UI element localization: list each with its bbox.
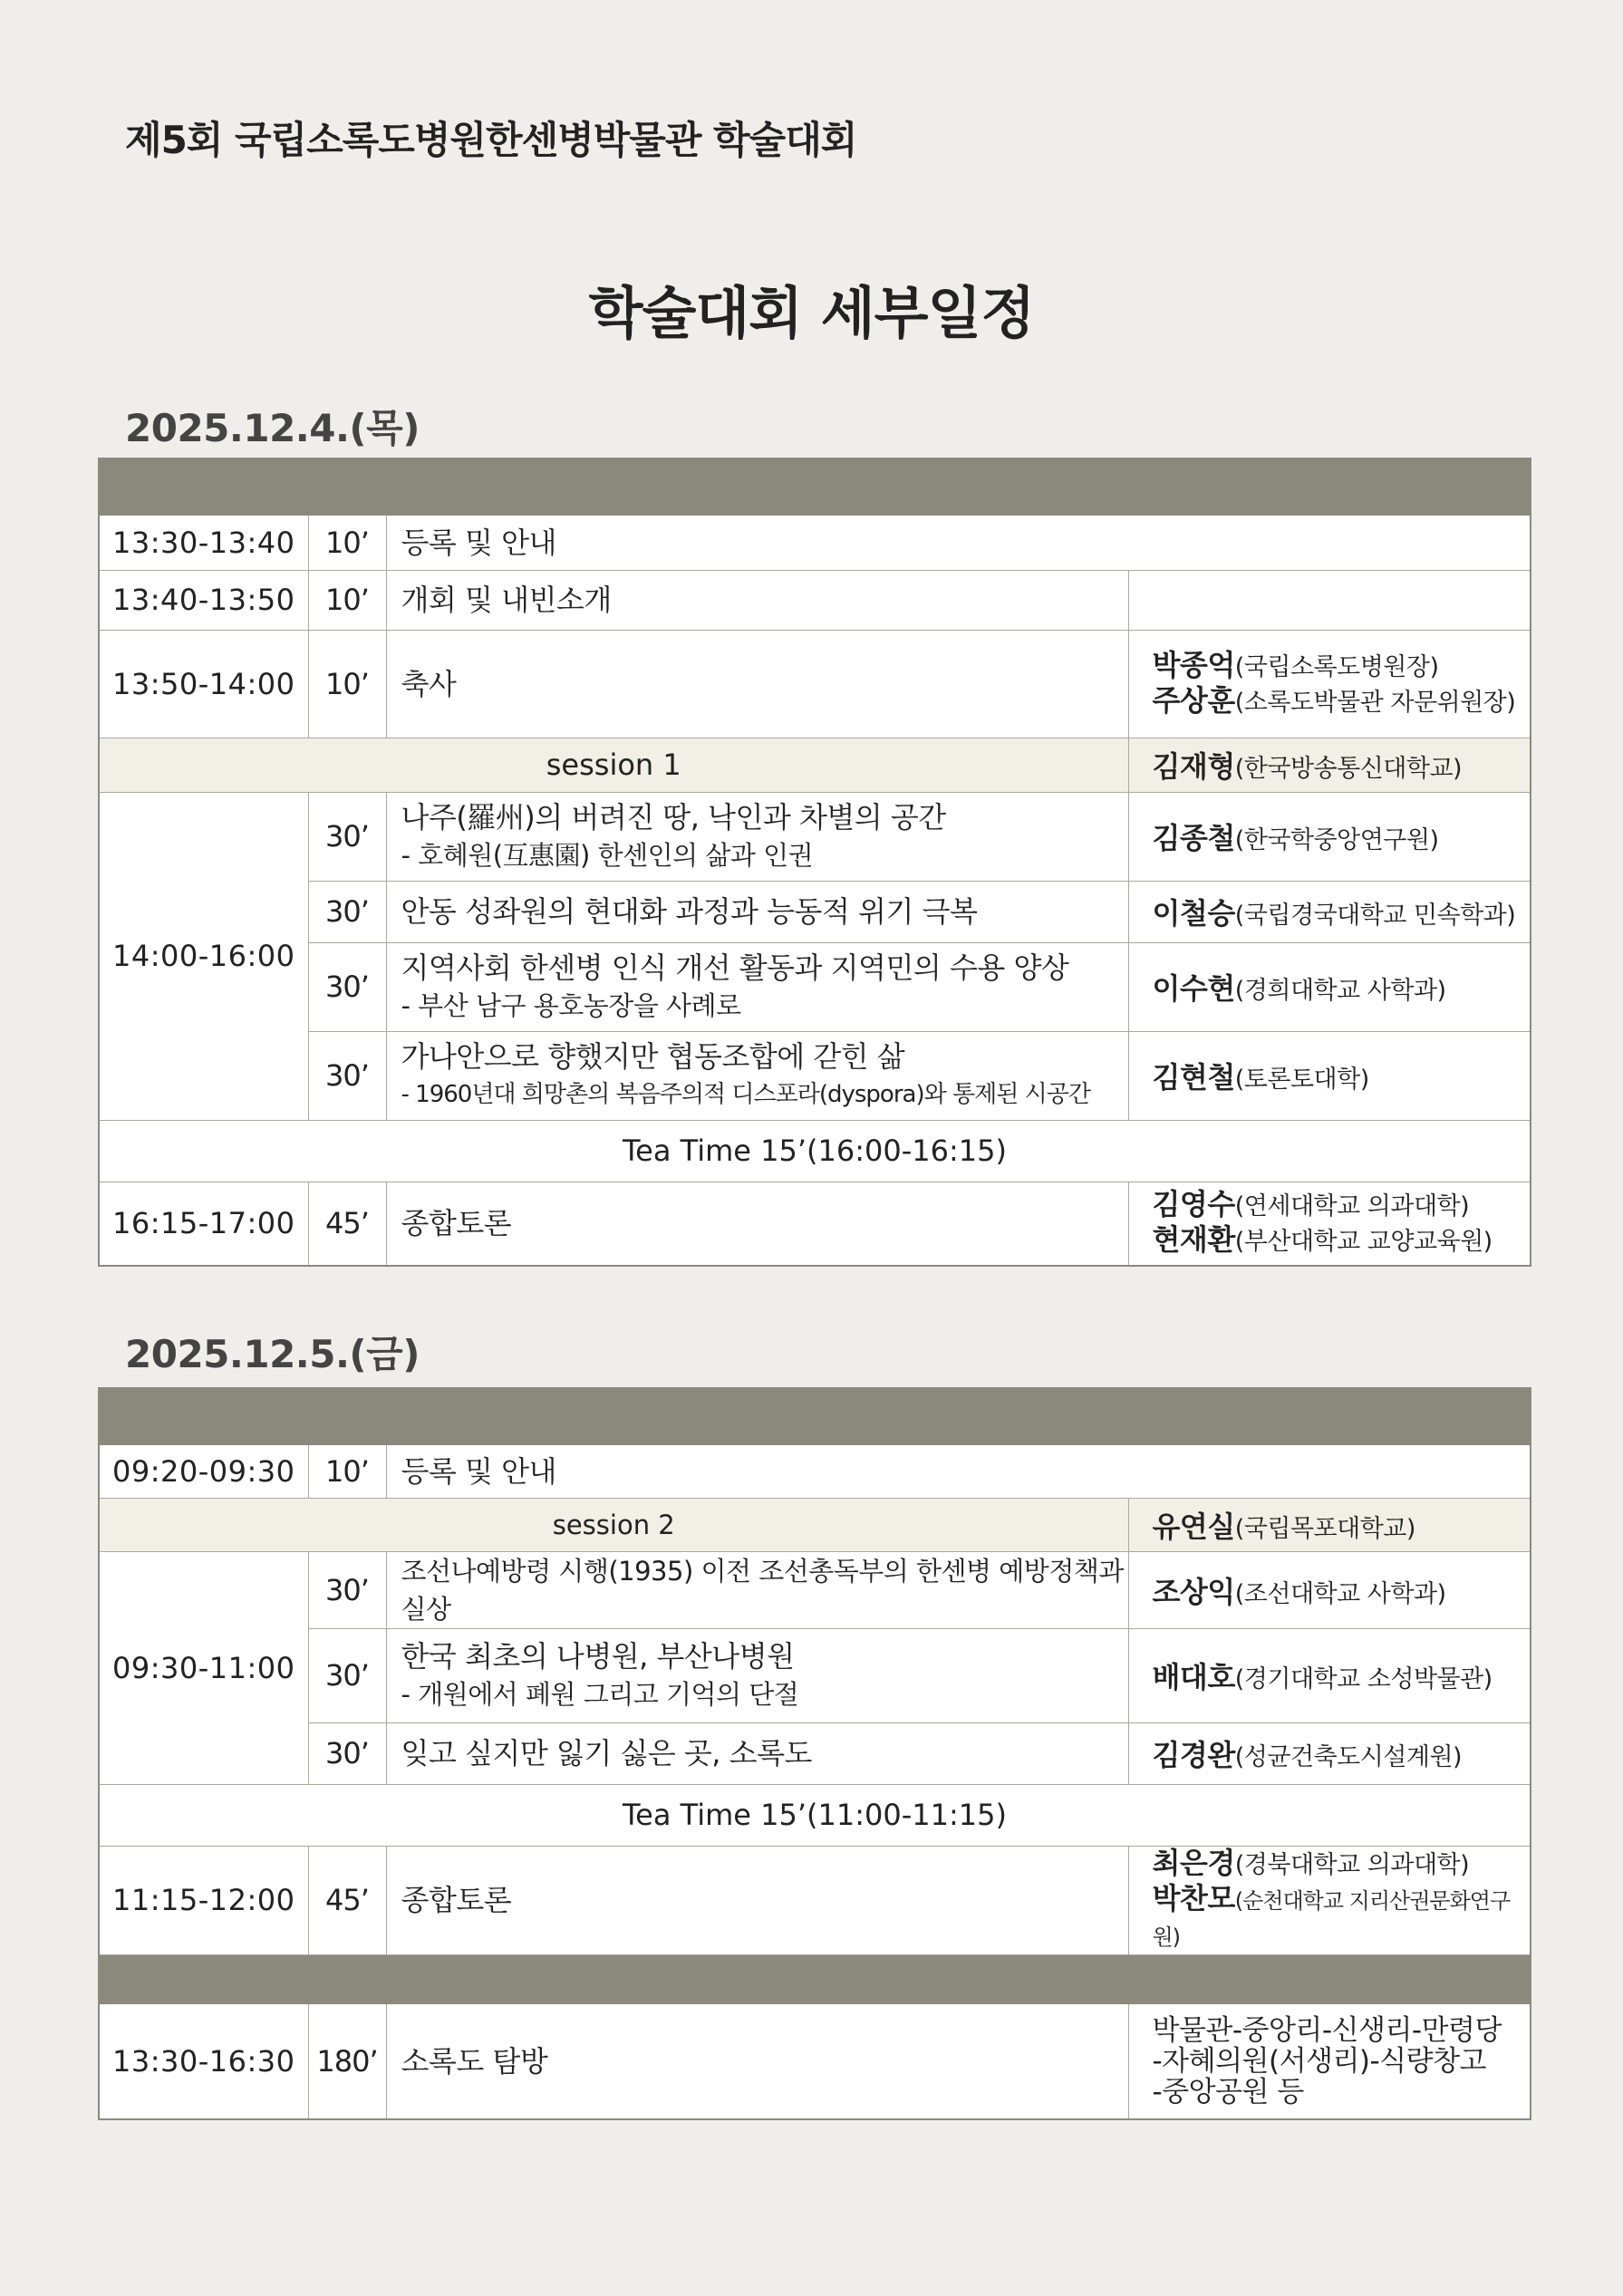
topic-cell bbox=[386, 630, 1128, 738]
topic-subtitle: - 1960년대 희망촌의 복음주의적 디스포라(dyspora)와 통제된 시공간 bbox=[401, 1081, 1090, 1108]
tour-route-line: -중앙공원 등 bbox=[1152, 2075, 1304, 2108]
time-cell: 09:20-09:30 bbox=[99, 1444, 308, 1498]
duration-cell: 30’ bbox=[308, 881, 386, 942]
topic-cell bbox=[386, 1846, 1128, 1954]
speaker-name: 조상익 bbox=[1152, 1574, 1235, 1609]
speaker-entry bbox=[1153, 1223, 1531, 1259]
table-row bbox=[99, 881, 1531, 942]
table-row bbox=[99, 1628, 1531, 1722]
speaker-cell bbox=[1128, 570, 1531, 630]
table-row bbox=[99, 515, 1531, 570]
duration-cell: 30’ bbox=[308, 1551, 386, 1628]
topic-cell bbox=[386, 570, 1128, 630]
topic-subtitle: - 부산 남구 용호농장을 사례로 bbox=[401, 990, 741, 1021]
speaker-cell bbox=[1128, 1846, 1531, 1954]
speaker-affiliation: (한국학중앙연구원) bbox=[1234, 826, 1439, 854]
speaker-affiliation: (부산대학교 교양교육원) bbox=[1234, 1228, 1493, 1257]
duration-cell: 180’ bbox=[308, 2003, 386, 2119]
speaker-affiliation: (성균건축도시설계원) bbox=[1234, 1743, 1463, 1771]
speaker-affiliation: (소록도박물관 자문위원장) bbox=[1234, 688, 1516, 717]
topic-text: 소록도 탐방 bbox=[401, 2043, 548, 2079]
topic-title: 가나안으로 향했지만 협동조합에 갇힌 삶 bbox=[401, 1039, 905, 1074]
duration-cell: 30’ bbox=[308, 1031, 386, 1120]
session-time-cell: 09:30-11:00 bbox=[99, 1551, 308, 1784]
duration-cell: 30’ bbox=[308, 792, 386, 881]
time-cell: 11:15-12:00 bbox=[99, 1846, 308, 1954]
duration-cell: 45’ bbox=[308, 1846, 386, 1954]
speaker-name: 이수현 bbox=[1152, 971, 1235, 1006]
tour-route-line: 박물관-중앙리-신생리-만령당 bbox=[1152, 2013, 1502, 2047]
time-cell: 13:50-14:00 bbox=[99, 630, 308, 738]
topic-cell bbox=[386, 1722, 1128, 1784]
speaker-entry bbox=[1153, 1188, 1531, 1223]
tour-route-cell bbox=[1128, 2003, 1531, 2119]
duration-cell: 10’ bbox=[308, 570, 386, 630]
speaker-affiliation: (토론토대학) bbox=[1234, 1066, 1369, 1094]
speaker-name: 김경완 bbox=[1152, 1738, 1235, 1772]
topic-title: 한국 최초의 나병원, 부산나병원 bbox=[401, 1639, 795, 1674]
time-cell: 13:30-13:40 bbox=[99, 515, 308, 570]
topic-cell bbox=[386, 1444, 1531, 1498]
speaker-affiliation: (경기대학교 소성박물관) bbox=[1234, 1665, 1493, 1693]
chair-name: 유연실 bbox=[1152, 1509, 1235, 1544]
table-row bbox=[99, 1182, 1531, 1266]
table-row bbox=[99, 570, 1531, 630]
speaker-cell bbox=[1128, 630, 1531, 738]
topic-title: 잊고 싶지만 잃기 싫은 곳, 소록도 bbox=[401, 1736, 812, 1770]
tea-time-row bbox=[99, 1120, 1531, 1182]
duration-cell: 30’ bbox=[308, 1722, 386, 1784]
chair-name: 김재형 bbox=[1152, 749, 1235, 784]
topic-title: 지역사회 한센병 인식 개선 활동과 지역민의 수용 양상 bbox=[401, 950, 1069, 985]
speaker-entry bbox=[1153, 1882, 1531, 1954]
speaker-name: 현재환 bbox=[1152, 1222, 1235, 1258]
topic-cell bbox=[386, 2003, 1128, 2119]
topic-cell bbox=[386, 1031, 1128, 1120]
speaker-name: 이철승 bbox=[1152, 896, 1235, 931]
speaker-affiliation: (국립경국대학교 민속학과) bbox=[1234, 902, 1516, 930]
time-cell: 16:15-17:00 bbox=[99, 1182, 308, 1266]
speaker-cell bbox=[1128, 1551, 1531, 1628]
duration-cell: 10’ bbox=[308, 1444, 386, 1498]
speaker-cell bbox=[1128, 1031, 1531, 1120]
speaker-affiliation: (경희대학교 사학과) bbox=[1234, 977, 1446, 1005]
speaker-name: 김종철 bbox=[1152, 821, 1235, 855]
day1-date-label: 2025.12.4.(목) bbox=[125, 406, 420, 450]
speaker-name: 김현철 bbox=[1152, 1060, 1235, 1095]
table-row bbox=[99, 1846, 1531, 1954]
speaker-affiliation: (조선대학교 사학과) bbox=[1234, 1579, 1446, 1608]
table-row bbox=[99, 1031, 1531, 1120]
duration-cell: 45’ bbox=[308, 1182, 386, 1266]
topic-text: 등록 및 안내 bbox=[401, 1453, 556, 1489]
speaker-affiliation: (순천대학교 지리산권문화연구원) bbox=[1152, 1887, 1511, 1950]
speaker-entry bbox=[1153, 649, 1531, 684]
tea-time-row bbox=[99, 1784, 1531, 1846]
speaker-name: 최은경 bbox=[1152, 1845, 1235, 1880]
topic-cell bbox=[386, 792, 1128, 881]
topic-subtitle: - 호혜원(互惠園) 한센인의 삶과 인권 bbox=[401, 840, 814, 871]
speaker-cell bbox=[1128, 881, 1531, 942]
topic-text: 개회 및 내빈소개 bbox=[401, 583, 612, 617]
table-header-band bbox=[99, 458, 1531, 515]
speaker-cell bbox=[1128, 942, 1531, 1031]
table-row bbox=[99, 630, 1531, 738]
duration-cell: 30’ bbox=[308, 942, 386, 1031]
speaker-cell bbox=[1128, 1628, 1531, 1722]
table-separator-band bbox=[99, 1954, 1531, 2003]
topic-text: 종합토론 bbox=[401, 1206, 512, 1241]
table-row bbox=[99, 942, 1531, 1031]
topic-text: 종합토론 bbox=[401, 1883, 512, 1917]
time-cell: 13:30-16:30 bbox=[99, 2003, 308, 2119]
chair-affiliation: (한국방송통신대학교) bbox=[1234, 755, 1463, 783]
topic-subtitle: - 개원에서 폐원 그리고 기억의 단절 bbox=[401, 1679, 799, 1710]
topic-cell bbox=[386, 1182, 1128, 1266]
duration-cell: 10’ bbox=[308, 630, 386, 738]
time-cell: 13:40-13:50 bbox=[99, 570, 308, 630]
tour-route-line: -자혜의원(서생리)-식량창고 bbox=[1152, 2044, 1486, 2078]
session-chair-cell bbox=[1128, 1498, 1531, 1551]
chair-affiliation: (국립목포대학교) bbox=[1234, 1514, 1415, 1543]
speaker-name: 박찬모 bbox=[1152, 1880, 1235, 1915]
tea-time-label: Tea Time 15’(11:00-11:15) bbox=[99, 1784, 1531, 1846]
topic-cell bbox=[386, 515, 1531, 570]
topic-cell bbox=[386, 1551, 1128, 1628]
speaker-name: 주상훈 bbox=[1152, 682, 1235, 718]
topic-cell bbox=[386, 881, 1128, 942]
speaker-affiliation: (연세대학교 의과대학) bbox=[1234, 1192, 1470, 1221]
document-title: 학술대회 세부일정 bbox=[588, 280, 1035, 346]
day2-date-label: 2025.12.5.(금) bbox=[125, 1332, 420, 1376]
speaker-name: 배대호 bbox=[1152, 1660, 1235, 1694]
speaker-cell bbox=[1128, 1722, 1531, 1784]
speaker-affiliation: (국립소록도병원장) bbox=[1234, 652, 1439, 681]
session-label: session 2 bbox=[99, 1498, 1128, 1551]
session-time-cell: 14:00-16:00 bbox=[99, 792, 308, 1120]
duration-cell: 10’ bbox=[308, 515, 386, 570]
day1-schedule-table bbox=[98, 458, 1531, 1267]
session-row bbox=[99, 1498, 1531, 1551]
speaker-cell bbox=[1128, 1182, 1531, 1266]
session-label: session 1 bbox=[99, 738, 1128, 792]
session-chair-cell bbox=[1128, 738, 1531, 792]
tea-time-label: Tea Time 15’(16:00-16:15) bbox=[99, 1120, 1531, 1182]
duration-cell: 30’ bbox=[308, 1628, 386, 1722]
speaker-name: 김영수 bbox=[1152, 1187, 1235, 1222]
topic-cell bbox=[386, 1628, 1128, 1722]
event-title: 제5회 국립소록도병원한센병박물관 학술대회 bbox=[125, 118, 857, 162]
speaker-entry bbox=[1153, 1847, 1531, 1882]
topic-cell bbox=[386, 942, 1128, 1031]
topic-title: 조선나예방령 시행(1935) 이전 조선총독부의 한센병 예방정책과 실상 bbox=[401, 1555, 1124, 1625]
table-row bbox=[99, 792, 1531, 881]
table-row bbox=[99, 1444, 1531, 1498]
table-row bbox=[99, 1722, 1531, 1784]
speaker-name: 박종억 bbox=[1152, 647, 1235, 682]
speaker-cell bbox=[1128, 792, 1531, 881]
topic-title: 안동 성좌원의 현대화 과정과 능동적 위기 극복 bbox=[401, 894, 978, 929]
table-header-band bbox=[99, 1388, 1531, 1444]
day2-schedule-table bbox=[98, 1387, 1531, 2120]
table-row bbox=[99, 1551, 1531, 1628]
session-row bbox=[99, 738, 1531, 792]
speaker-entry bbox=[1153, 684, 1531, 719]
topic-text: 축사 bbox=[401, 666, 457, 701]
speaker-affiliation: (경북대학교 의과대학) bbox=[1234, 1850, 1470, 1879]
topic-title: 나주(羅州)의 버려진 땅, 낙인과 차별의 공간 bbox=[401, 800, 946, 834]
table-row bbox=[99, 2003, 1531, 2119]
topic-text: 등록 및 안내 bbox=[401, 525, 556, 560]
